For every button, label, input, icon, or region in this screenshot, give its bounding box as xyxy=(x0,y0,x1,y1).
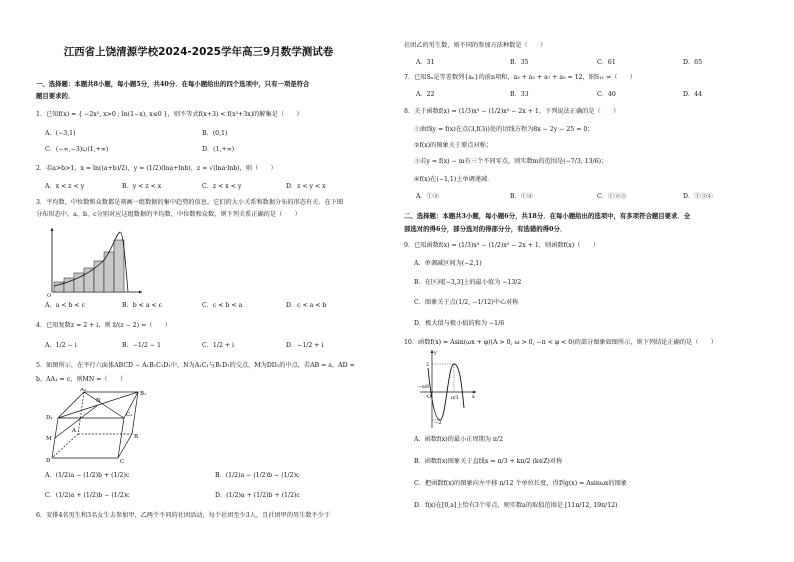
vertex-a: A xyxy=(72,428,76,434)
q3-option-a: A．a < b < c xyxy=(45,302,86,309)
point-n: N xyxy=(96,398,101,404)
graph-origin-label: O xyxy=(427,394,432,400)
question-6: 6．安排4名男生和3名女生去参加甲、乙两个不同的社团活动，每个社团至少3人，且社团甲的男生数不少于 xyxy=(36,512,331,519)
question-6-cont: 社团乙的男生数，则不同的参加方法种数是（ ） xyxy=(404,42,547,49)
q1-option-a: A．(−3,1) xyxy=(45,130,76,137)
q1-option-c: C．(−∞,−3)∪(1,+∞) xyxy=(45,146,109,153)
q9-option-d: D．极大值与极小值的和为 −1/6 xyxy=(414,320,505,327)
q7-option-a: A．22 xyxy=(416,91,435,98)
section-1-heading-cont: 题目要求的． xyxy=(36,92,75,100)
section-1-heading: 一、选择题：本题共8小题，每小题5分，共40分．在每小题给出的四个选项中，只有一项是符合 xyxy=(36,80,310,88)
q3-option-c: C．c < b < a xyxy=(202,302,243,309)
page-title: 江西省上饶清源学校2024-2025学年高三9月数学测试卷 xyxy=(63,46,334,58)
q6-option-d: D．65 xyxy=(683,59,703,66)
vertex-c: C xyxy=(120,459,125,464)
q9-option-b: B．在区间[−3,3]上的最小值为 −13/2 xyxy=(414,279,522,286)
q10-option-b: B．函数f(x)图象关于直线x = π/3 + kπ/2 (k∈Z)对称 xyxy=(414,458,563,465)
q9-option-a: A．单调减区间为(−2,1) xyxy=(414,260,482,267)
origin-label: O xyxy=(47,293,52,298)
q3-option-d: D．c < a < b xyxy=(286,302,327,309)
q7-option-c: C．40 xyxy=(597,91,616,98)
sine-graph-figure xyxy=(418,348,478,430)
question-4: 4．已知复数z = 2 + i，则 z̄/(z − 2) =（ ） xyxy=(36,322,172,329)
q2-option-d: D．z < y < x xyxy=(286,183,326,190)
question-7: 7．已知Sₙ是等差数列{aₙ}的前n项和，a₃ + a₅ + a₇ + a₉ = 12，则S₁₁ =（ ） xyxy=(404,74,637,81)
q3-option-b: B．b < a < c xyxy=(122,302,163,309)
q4-option-a: A．1/2 − i xyxy=(45,342,77,349)
question-10: 10．函数f(x) = Asin(ωx + φ)(A > 0, ω > 0, −π < φ < 0)的部分图象如图所示，则下列结论正确的是（ ） xyxy=(404,339,717,346)
point-m: M xyxy=(46,436,52,442)
q4-option-b: B．−1/2 − 1 xyxy=(122,342,161,349)
y-min-label: −2 xyxy=(434,420,442,426)
q5-option-d: D．(1/2)a + (1/2)b + (1/2)c xyxy=(215,492,300,499)
section-2-heading: 二、选择题：本题共3小题，每小题6分，共18分．在每小题给出的选项中，有多项符合题目要求．全 xyxy=(404,212,691,220)
y-max-label: 2 xyxy=(426,362,430,368)
q5-option-c: C．(1/2)a + (1/2)b − (1/2)c xyxy=(45,492,130,499)
question-5-cont: b，AA₁ = c，则MN =（ ） xyxy=(36,376,127,383)
vertex-d1: D₁ xyxy=(46,415,53,421)
vertex-b: B xyxy=(134,434,139,440)
section-2-heading-cont: 部选对的得6分，部分选对的得部分分，有选错的得0分． xyxy=(404,225,567,233)
q8-statement-2: ②f(x)的图象关于原点对称； xyxy=(414,142,493,149)
q5-option-a: A．(1/2)a − (1/2)b + (1/2)c xyxy=(45,472,130,479)
question-9: 9．已知函数f(x) = (1/3)x³ − (1/2)x² − 2x + 1，则函数f(x)（ ） xyxy=(404,242,599,249)
q2-option-b: B．y < z < x xyxy=(122,183,162,190)
q8-statement-3: ③若y = f(x) − m有三个不同零点，则实数m的范围是(−7/3, 13/6)； xyxy=(414,158,608,165)
parallelepiped-figure xyxy=(44,388,154,464)
q8-statement-4: ④f(x)在(−1,1)上单调递减． xyxy=(414,176,494,183)
vertex-a1: A₁ xyxy=(80,388,87,393)
question-2: 2．若a>b>1，x = ln((a+b)/2)，y = (1/2)(lna+lnb)，z = √(lna·lnb)，则（ ） xyxy=(36,165,277,172)
tick-neg-pi-6: −π/6 xyxy=(418,385,430,390)
vertex-c1: C₁ xyxy=(126,412,133,418)
tick-pi-3: π/3 xyxy=(451,396,459,401)
q4-option-d: D．−1/2 + i xyxy=(286,342,324,349)
q7-option-b: B．33 xyxy=(510,91,529,98)
question-8: 8．关于函数f(x) = (1/3)x³ − (1/2)x² − 2x + 1，下列说法正确的是（ ） xyxy=(404,108,620,115)
q10-option-a: A．函数f(x)的最小正周期为 π/2 xyxy=(414,436,504,443)
q1-option-b: B．(0,1) xyxy=(202,130,228,137)
histogram-figure xyxy=(46,226,146,298)
vertex-d: D xyxy=(46,458,51,464)
q8-statement-1: ①曲线y = f(x)在点(3,f(3))处的切线方程为8x − 2y − 25 = 0； xyxy=(414,126,594,133)
q5-option-b: B．(1/2)a − (1/2)b − (1/2)c xyxy=(215,472,300,479)
q8-option-d: D．①③④ xyxy=(683,193,713,200)
q6-option-a: A．31 xyxy=(416,59,435,66)
q8-option-b: B．①④ xyxy=(510,193,534,200)
vertex-b1: B₁ xyxy=(140,391,147,397)
question-5: 5．如图所示，在平行六面体ABCD − A₁B₁C₁D₁中，N为A₁C₁与B₁D₁的交点，M为DD₁的中点，若AB = a，AD = xyxy=(36,362,355,369)
q8-option-a: A．①② xyxy=(416,193,440,200)
q7-option-d: D．44 xyxy=(683,91,703,98)
q2-option-a: A．x < z < y xyxy=(45,183,85,190)
x-axis-label: x xyxy=(472,394,475,400)
q9-option-c: C．图象关于点(1/2, −1/12)中心对称 xyxy=(414,299,519,306)
q6-option-c: C．61 xyxy=(597,59,616,66)
question-3: 3．平均数、中位数和众数都是刻画一组数据的集中趋势的信息，它们的大小关系和数据分布的形态有关．在下图 xyxy=(36,199,344,206)
q10-option-c: C．把函数f(x)的图象向左平移 π/12 个单位长度，得到g(x) = Asinωx的图象 xyxy=(414,480,627,487)
q10-option-d: D．f(x)在[0,a]上恰有3个零点，则实数a的取值范围是 [11π/12, 19π/12) xyxy=(414,502,618,509)
q6-option-b: B．35 xyxy=(510,59,529,66)
q4-option-c: C．1/2 + i xyxy=(202,342,234,349)
histogram-bars xyxy=(54,240,124,292)
question-3-cont: 分布形态中，a、b、c分别对应这组数据的平均数、中位数和众数，则下列关系正确的是（ ） xyxy=(36,211,301,218)
question-1: 1．已知f(x) = { −2x², x>0 ; ln(1−x), x≤0 }，则不等式f(x+3) < f(x²+3x)的解集是（ ） xyxy=(36,111,303,118)
q8-option-c: C．①②③ xyxy=(597,193,627,200)
y-axis-label: y xyxy=(434,350,437,356)
q2-option-c: C．z < x < y xyxy=(202,183,242,190)
q1-option-d: D．(1,+∞) xyxy=(202,146,235,153)
